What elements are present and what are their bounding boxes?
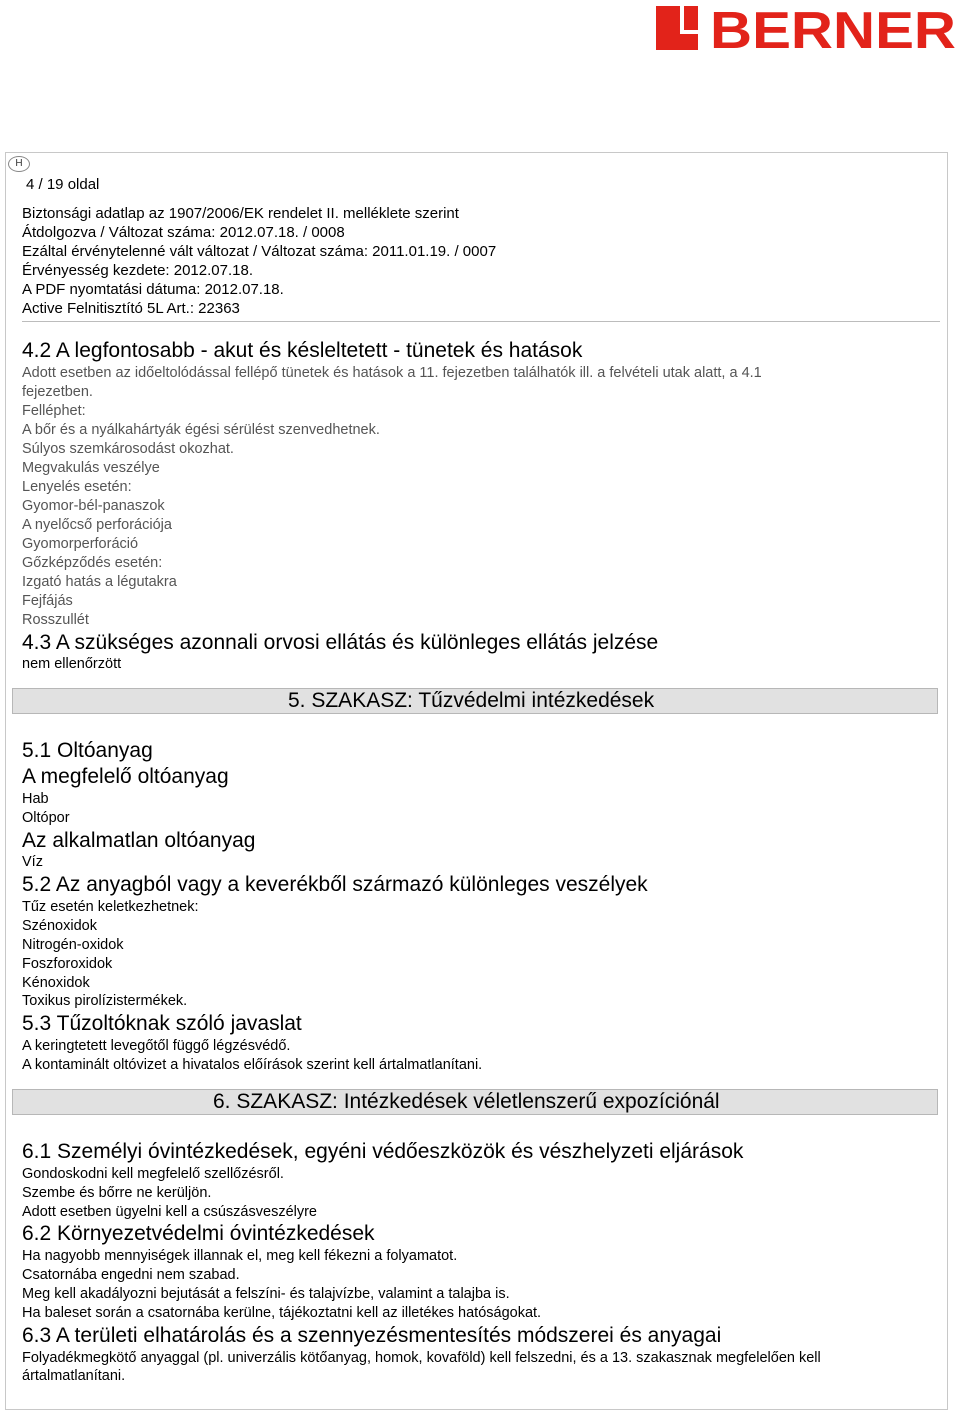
section-4-2-line: A nyelőcső perforációja	[22, 517, 172, 533]
section-5-3-line: A kontaminált oltóvizet a hivatalos előírások szerint kell ártalmatlanítani.	[22, 1057, 483, 1073]
unsuitable-media-title: Az alkalmatlan oltóanyag	[22, 829, 256, 852]
berner-logo	[652, 0, 958, 54]
section-6-title: 6. SZAKASZ: Intézkedések véletlenszerű expozíciónál	[213, 1090, 720, 1113]
section-6-2-title: 6.2 Környezetvédelmi óvintézkedések	[22, 1222, 375, 1245]
section-4-2-line: Izgató hatás a légutakra	[22, 574, 177, 590]
section-4-2-line: fejezetben.	[22, 384, 93, 400]
section-5-2-line: Toxikus pirolízistermékek.	[22, 993, 188, 1009]
section-5-title: 5. SZAKASZ: Tűzvédelmi intézkedések	[288, 689, 655, 712]
header-line: Active Felnitisztító 5L Art.: 22363	[22, 300, 240, 317]
section-5-3-line: A keringtetett levegőtől függő légzésvédő.	[22, 1038, 291, 1054]
section-6-3-line: Folyadékmegkötő anyaggal (pl. univerzális kötőanyag, homok, kovaföld) kell felszedni, és a 13. szakasznak megfelelően kell	[22, 1350, 821, 1366]
section-4-2-line: Súlyos szemkárosodást okozhat.	[22, 441, 234, 457]
section-6-2-line: Meg kell akadályozni bejutását a felszíni- és talajvízbe, valamint a talajba is.	[22, 1286, 510, 1302]
header-divider	[22, 321, 940, 322]
section-4-2-line: Gyomor-bél-panaszok	[22, 498, 165, 514]
section-6-1-line: Adott esetben ügyelni kell a csúszásveszélyre	[22, 1204, 317, 1220]
section-4-2-line: Megvakulás veszélye	[22, 460, 160, 476]
section-5-2-line: Foszforoxidok	[22, 956, 113, 972]
section-4-2-title: 4.2 A legfontosabb - akut és késleltetett - tünetek és hatások	[22, 339, 583, 362]
section-5-2-title: 5.2 Az anyagból vagy a keverékből származó különleges veszélyek	[22, 873, 648, 896]
section-4-2-line: Rosszullét	[22, 612, 89, 628]
section-5-header	[12, 688, 938, 714]
header-line: A PDF nyomtatási dátuma: 2012.07.18.	[22, 281, 284, 298]
section-4-2-line: Adott esetben az időeltolódással fellépő tünetek és hatások a 11. fejezetben találhatók ill. a felvételi utak alatt, a 4.1	[22, 365, 762, 381]
section-4-2-line: Lenyelés esetén:	[22, 479, 132, 495]
suitable-media-title: A megfelelő oltóanyag	[22, 765, 229, 788]
section-4-2-line: Gyomorperforáció	[22, 536, 139, 552]
header-line: Átdolgozva / Változat száma: 2012.07.18. / 0008	[22, 224, 345, 241]
section-6-1-title: 6.1 Személyi óvintézkedések, egyéni védőeszközök és vészhelyzeti eljárások	[22, 1140, 744, 1163]
section-5-1-title: 5.1 Oltóanyag	[22, 739, 153, 762]
section-5-3-title: 5.3 Tűzoltóknak szóló javaslat	[22, 1012, 302, 1035]
section-4-2-line: Felléphet:	[22, 403, 86, 419]
section-4-2-line: Gőzképződés esetén:	[22, 555, 163, 571]
section-4-3-text: nem ellenőrzött	[22, 656, 122, 672]
section-4-3-title: 4.3 A szükséges azonnali orvosi ellátás és különleges ellátás jelzése	[22, 631, 659, 654]
header-line: Érvényesség kezdete: 2012.07.18.	[22, 262, 253, 279]
section-5-2-line: Szénoxidok	[22, 918, 97, 934]
language-badge: H	[8, 156, 30, 172]
section-5-2-line: Kénoxidok	[22, 975, 90, 991]
section-6-1-line: Gondoskodni kell megfelelő szellőzésről.	[22, 1166, 284, 1182]
section-6-3-title: 6.3 A területi elhatárolás és a szennyezésmentesítés módszerei és anyagai	[22, 1324, 722, 1347]
section-6-2-line: Ha baleset során a csatornába kerülne, tájékoztatni kell az illetékes hatóságokat.	[22, 1305, 542, 1321]
brand-name: BERNER	[710, 2, 956, 54]
section-4-2-line: Fejfájás	[22, 593, 73, 609]
section-6-2-line: Ha nagyobb mennyiségek illannak el, meg kell fékezni a folyamatot.	[22, 1248, 458, 1264]
page-number: 4 / 19 oldal	[26, 176, 100, 193]
section-6-header	[12, 1089, 938, 1115]
section-5-2-line: Nitrogén-oxidok	[22, 937, 124, 953]
unsuitable-media-item: Víz	[22, 854, 43, 870]
section-6-1-line: Szembe és bőrre ne kerüljön.	[22, 1185, 212, 1201]
section-6-2-line: Csatornába engedni nem szabad.	[22, 1267, 240, 1283]
header-line: Biztonsági adatlap az 1907/2006/EK rendelet II. melléklete szerint	[22, 205, 459, 222]
section-6-3-line: ártalmatlanítani.	[22, 1368, 126, 1384]
suitable-media-item: Oltópor	[22, 810, 70, 826]
section-4-2-line: A bőr és a nyálkahártyák égési sérülést szenvedhetnek.	[22, 422, 380, 438]
section-5-2-line: Tűz esetén keletkezhetnek:	[22, 899, 199, 915]
header-line: Ezáltal érvénytelenné vált változat / Változat száma: 2011.01.19. / 0007	[22, 243, 497, 260]
suitable-media-item: Hab	[22, 791, 49, 807]
